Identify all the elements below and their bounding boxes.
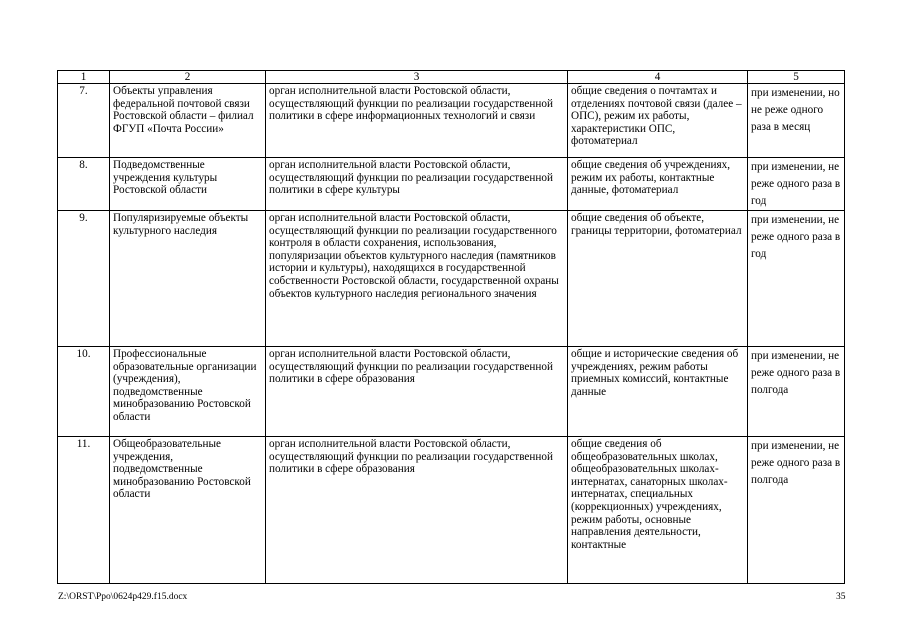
object-cell: [110, 347, 266, 437]
authority-text: орган исполнительной власти Ростовской области, осуществляющий функции по реализации государственной политики в сфере культуры: [269, 159, 553, 197]
row-number: 9.: [58, 211, 110, 347]
authority-text: орган исполнительной власти Ростовской области, осуществляющий функции по реализации государственной политики в сфере информационных технологий и связи: [269, 85, 553, 123]
object-cell: [110, 211, 266, 347]
authority-text: орган исполнительной власти Ростовской области, осуществляющий функции по реализации государственного контроля в области сохранения, использования, популяризации объектов культурного наследия (памятников истории и культуры), находящихся в государственной собственности Ростовской области, государственной охраны объектов культурного наследия регионального значения: [269, 212, 559, 300]
info-cell: [568, 158, 748, 211]
info-text: общие сведения об общеобразовательных школах, общеобразовательных школах-интернатах, санаторных школах-интернатах, специальных (коррекционных) учреждениях, режим работы, основные направления деятельности, контактные: [571, 438, 728, 551]
object-text: Профессиональные образовательные организации (учреждения), подведомственные минобразованию Ростовской области: [113, 348, 257, 423]
header-cell-2: 2: [110, 71, 266, 84]
row-number: 11.: [58, 437, 110, 584]
authority-text: орган исполнительной власти Ростовской области, осуществляющий функции по реализации государственной политики в сфере образования: [269, 348, 553, 386]
header-cell-3: 3: [266, 71, 568, 84]
table-header-row: [58, 71, 845, 84]
frequency-text: при изменении, не реже одного раза в год: [751, 161, 841, 207]
footer-page-number: 35: [836, 592, 846, 602]
row-number: 8.: [58, 158, 110, 211]
object-cell: [110, 84, 266, 158]
object-text: Подведомственные учреждения культуры Ростовской области: [113, 159, 218, 197]
frequency-cell: [748, 437, 845, 584]
info-cell: [568, 437, 748, 584]
row-number: 10.: [58, 347, 110, 437]
frequency-text: при изменении, но не реже одного раза в месяц: [751, 87, 840, 133]
authority-cell: [266, 211, 568, 347]
frequency-cell: [748, 158, 845, 211]
frequency-cell: [748, 211, 845, 347]
table-row: [58, 211, 845, 347]
info-cell: [568, 84, 748, 158]
table-row: [58, 437, 845, 584]
authority-cell: [266, 347, 568, 437]
info-cell: [568, 347, 748, 437]
header-cell-1: 1: [58, 71, 110, 84]
object-text: Популяризируемые объекты культурного наследия: [113, 212, 249, 237]
frequency-text: при изменении, не реже одного раза в полгода: [751, 350, 841, 396]
object-text: Объекты управления федеральной почтовой связи Ростовской области – филиал ФГУП «Почта России»: [113, 85, 254, 135]
row-number: 7.: [58, 84, 110, 158]
info-text: общие сведения об учреждениях, режим их работы, контактные данные, фотоматериал: [571, 159, 730, 197]
frequency-cell: [748, 347, 845, 437]
info-text: общие сведения о почтамтах и отделениях почтовой связи (далее – ОПС), режим их работы, характеристики ОПС, фотоматериал: [571, 85, 742, 148]
object-cell: [110, 437, 266, 584]
object-text: Общеобразовательные учреждения, подведомственные минобразованию Ростовской области: [113, 438, 251, 501]
object-cell: [110, 158, 266, 211]
authority-cell: [266, 437, 568, 584]
info-cell: [568, 211, 748, 347]
table-row: [58, 84, 845, 158]
authority-text: орган исполнительной власти Ростовской области, осуществляющий функции по реализации государственной политики в сфере образования: [269, 438, 553, 476]
authority-cell: [266, 84, 568, 158]
authority-cell: [266, 158, 568, 211]
document-table: [57, 70, 845, 584]
frequency-text: при изменении, не реже одного раза в год: [751, 214, 841, 260]
frequency-text: при изменении, не реже одного раза в полгода: [751, 440, 841, 486]
header-cell-4: 4: [568, 71, 748, 84]
info-text: общие и исторические сведения об учреждениях, режим работы приемных комиссий, контактные данные: [571, 348, 739, 398]
frequency-cell: [748, 84, 845, 158]
header-cell-5: 5: [748, 71, 845, 84]
table-row: [58, 347, 845, 437]
info-text: общие сведения об объекте, границы территории, фотоматериал: [571, 212, 742, 237]
footer-file-path: Z:\ORST\Ppo\0624p429.f15.docx: [58, 592, 188, 602]
table-row: [58, 158, 845, 211]
